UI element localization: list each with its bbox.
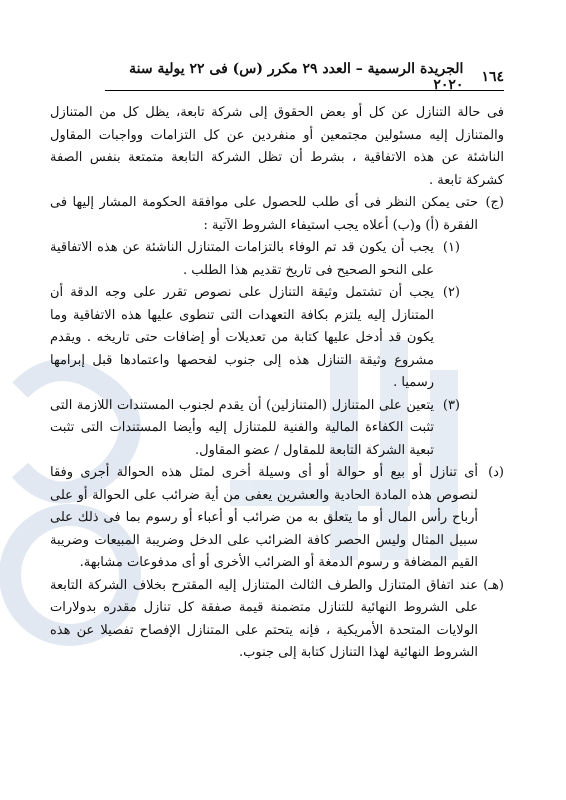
clause-marker: (ج) [485,195,504,210]
clause-text: عند اتفاق المتنازل والطرف الثالث المتنازل إليه المقترح بخلاف الشركة التابعة على الشروط النهائية للتنازل متضمنة قيمة صفقة كل تنازل مقدره بدولارات الولايات المتحدة الأمريكية ، فإنه يتحتم على المتنازل الإفصاح تفصيلا عن هذه الشروط النهائية لهذا التنازل كتابة إلى جنوب. [50,577,478,660]
clause-text: حتى يمكن النظر فى أى طلب للحصول على موافقة الحكومة المشار إليها فى الفقرة (أ) و(ب) أعلاه يجب استيفاء الشروط الآتية : [50,195,478,233]
page-content [50,102,504,665]
subclause-1 [50,237,478,282]
clause-c [50,192,504,462]
header-title: الجريدة الرسمية – العدد ٢٩ مكرر (س) فى ٢٢ يولية سنة ٢٠٢٠ [129,61,464,93]
clause-marker: (د) [488,465,504,480]
subclause-marker: (٣) [442,397,460,413]
subclause-3 [50,395,478,463]
page-number: ١٦٤ [481,69,504,85]
subclause-marker: (١) [442,240,460,255]
clause-e [50,575,504,665]
subclause-marker: (٢) [442,285,460,300]
subclause-text: يتعين على المتنازل (المتنازلين) أن يقدم لجنوب المستندات اللازمة التى تثبت الكفاءة المالية والفنية للمتنازل إليه وأيضا المستندات التى تثبت تبعية الشركة التابعة للمقاول / عضو المقاول. [50,397,434,458]
intro-paragraph: فى حالة التنازل عن كل أو بعض الحقوق إلى شركة تابعة، يظل كل من المتنازل والمتنازل إليه مسئولين مجتمعين أو منفردين عن كل التزامات وواجبات المقاول الناشئة عن هذه الاتفاقية ، بشرط أن تظل الشركة التابعة متمتعة بنفس الصفة كشركة تابعة . [50,105,504,188]
page-header [105,61,504,93]
subclause-2 [50,282,478,395]
clause-d [50,462,504,575]
subclause-text: يجب أن يكون قد تم الوفاء بالتزامات المتنازل الناشئة عن هذه الاتفاقية على النحو الصحيح فى تاريخ تقديم هذا الطلب . [50,240,434,278]
clause-marker: (هـ) [483,577,504,593]
clause-text: أى تنازل أو بيع أو حوالة أو أى وسيلة أخرى لمثل هذه الحوالة أجرى وفقا لنصوص هذه المادة الحادية والعشرين يعفى من أية ضرائب على الحوالة أو على أرباح رأس المال أو ما يتعلق به من ضرائب أو أعباء أو رسوم بما فى ذلك على سبيل المثال وليس الحصر كافة الضرائب على الدخل وضريبة المبيعات وضريبة القيم المضافة و رسوم الدمغة أو الضرائب الأخرى أو أى مدفوعات مشابهة. [50,465,478,570]
subclause-text: يجب أن تشتمل وثيقة التنازل على نصوص تقرر على وجه الدقة أن المتنازل إليه يلتزم بكافة التعهدات التى تنطوى عليها هذه الاتفاقية وما يكون قد أدخل عليها كتابة من تعديلات أو إضافات حتى تاريخه . ويقدم مشروع وثيقة التنازل هذه إلى جنوب لفحصها واعتمادها قبل إبرامها رسميا . [50,285,434,390]
